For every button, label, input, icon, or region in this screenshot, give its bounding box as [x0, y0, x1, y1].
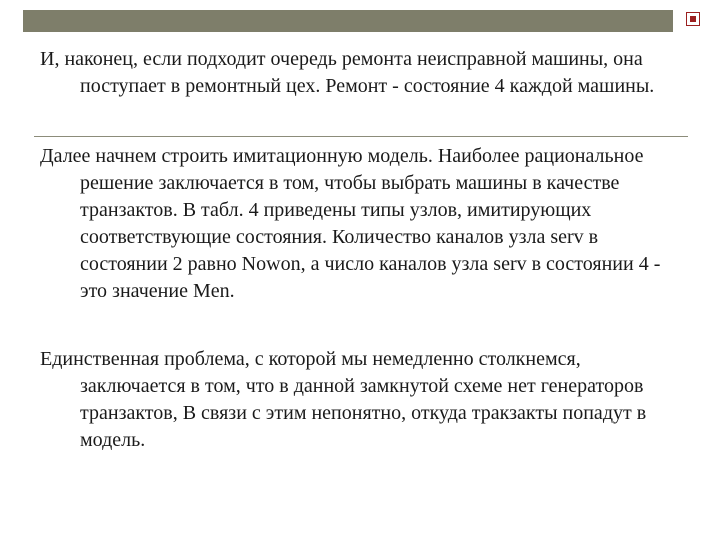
paragraph-model: Далее начнем строить имитационную модель. Наиболее рациональное решение заключается в том, чтобы выбрать машины в качестве транзактов. В табл. 4 приведены типы узлов, имитирующих соответствующие состояния. Количество каналов узла serv в состоянии 2 равно Nowon, а число каналов узла serv в состоянии 4 - это значение Men.: [40, 145, 661, 302]
divider-line: [34, 136, 688, 137]
paragraph-repair: И, наконец, если подходит очередь ремонта неисправной машины, она поступает в ремонтный цех. Ремонт - состояние 4 каждой машины.: [40, 48, 655, 97]
square-bullet-icon: [686, 12, 700, 26]
square-bullet-fill: [690, 16, 696, 22]
title-bar: [23, 10, 673, 32]
paragraph-problem: Единственная проблема, с которой мы немедленно столкнемся, заключается в том, что в данной замкнутой схеме нет генераторов транзактов, В связи с этим непонятно, откуда тракзакты попадут в модель.: [40, 348, 647, 451]
